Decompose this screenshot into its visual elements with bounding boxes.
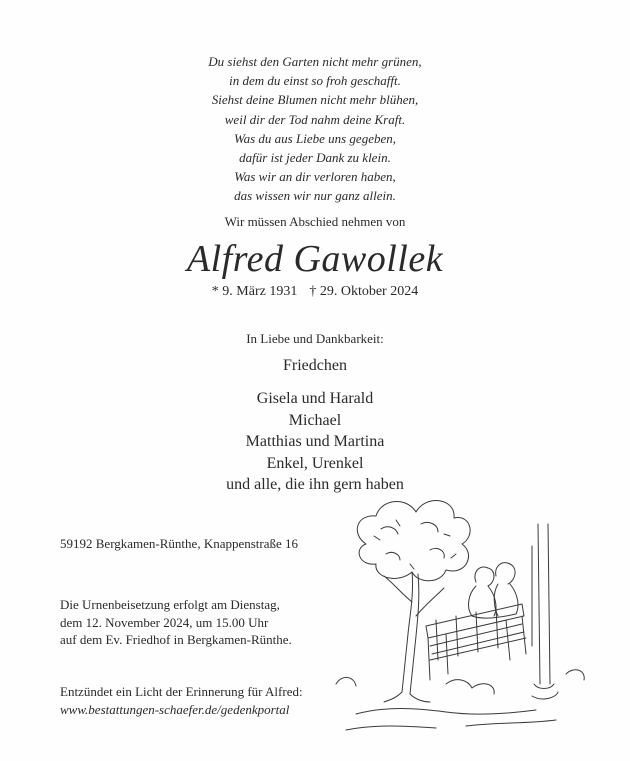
poem-line: das wissen wir nur ganz allein. — [234, 188, 396, 204]
poem-line: Was du aus Liebe uns gegeben, — [233, 130, 396, 146]
poem-line: Siehst deine Blumen nicht mehr blühen, — [211, 92, 419, 108]
memorial-portal — [60, 683, 303, 718]
gratitude-line: In Liebe und Dankbarkeit: — [246, 331, 384, 346]
burial-line: Die Urnenbeisetzung erfolgt am Dienstag, — [60, 597, 280, 612]
spouse-name: Friedchen — [283, 357, 347, 374]
memorial-url-link[interactable]: www.bestattungen-schaefer.de/gedenkportal — [60, 701, 290, 717]
park-bench-sketch-icon — [326, 484, 604, 740]
family-address: 59192 Bergkamen-Rünthe, Knappenstraße 16 — [60, 536, 299, 551]
poem-line: weil dir der Tod nahm deine Kraft. — [224, 111, 406, 127]
poem-line: Was wir an dir verloren haben, — [234, 169, 396, 185]
burial-line: dem 12. November 2024, um 15.00 Uhr — [60, 614, 269, 630]
poem — [0, 52, 630, 206]
mourner-line: Enkel, Urenkel — [266, 454, 364, 472]
burial-line: auf dem Ev. Friedhof in Bergkamen-Rünthe. — [60, 632, 292, 647]
mourners-list — [0, 388, 630, 496]
poem-line: dafür ist jeder Dank zu klein. — [239, 150, 391, 166]
poem-line: Du siehst den Garten nicht mehr grünen, — [208, 54, 422, 69]
farewell-intro: Wir müssen Abschied nehmen von — [224, 214, 406, 229]
mourner-line: Michael — [288, 411, 342, 429]
birth-date: * 9. März 1931 — [211, 284, 298, 299]
death-date: † 29. Oktober 2024 — [309, 284, 419, 299]
mourner-line: und alle, die ihn gern haben — [226, 476, 404, 493]
life-dates — [0, 284, 630, 300]
deceased-name: Alfred Gawollek — [186, 238, 444, 280]
memorial-text: Entzündet ein Licht der Erinnerung für Alfred: — [60, 684, 303, 699]
mourner-line: Matthias und Martina — [245, 433, 385, 450]
mourner-line: Gisela und Harald — [256, 390, 374, 407]
burial-info — [60, 596, 292, 649]
poem-line: in dem du einst so froh geschafft. — [229, 73, 401, 89]
